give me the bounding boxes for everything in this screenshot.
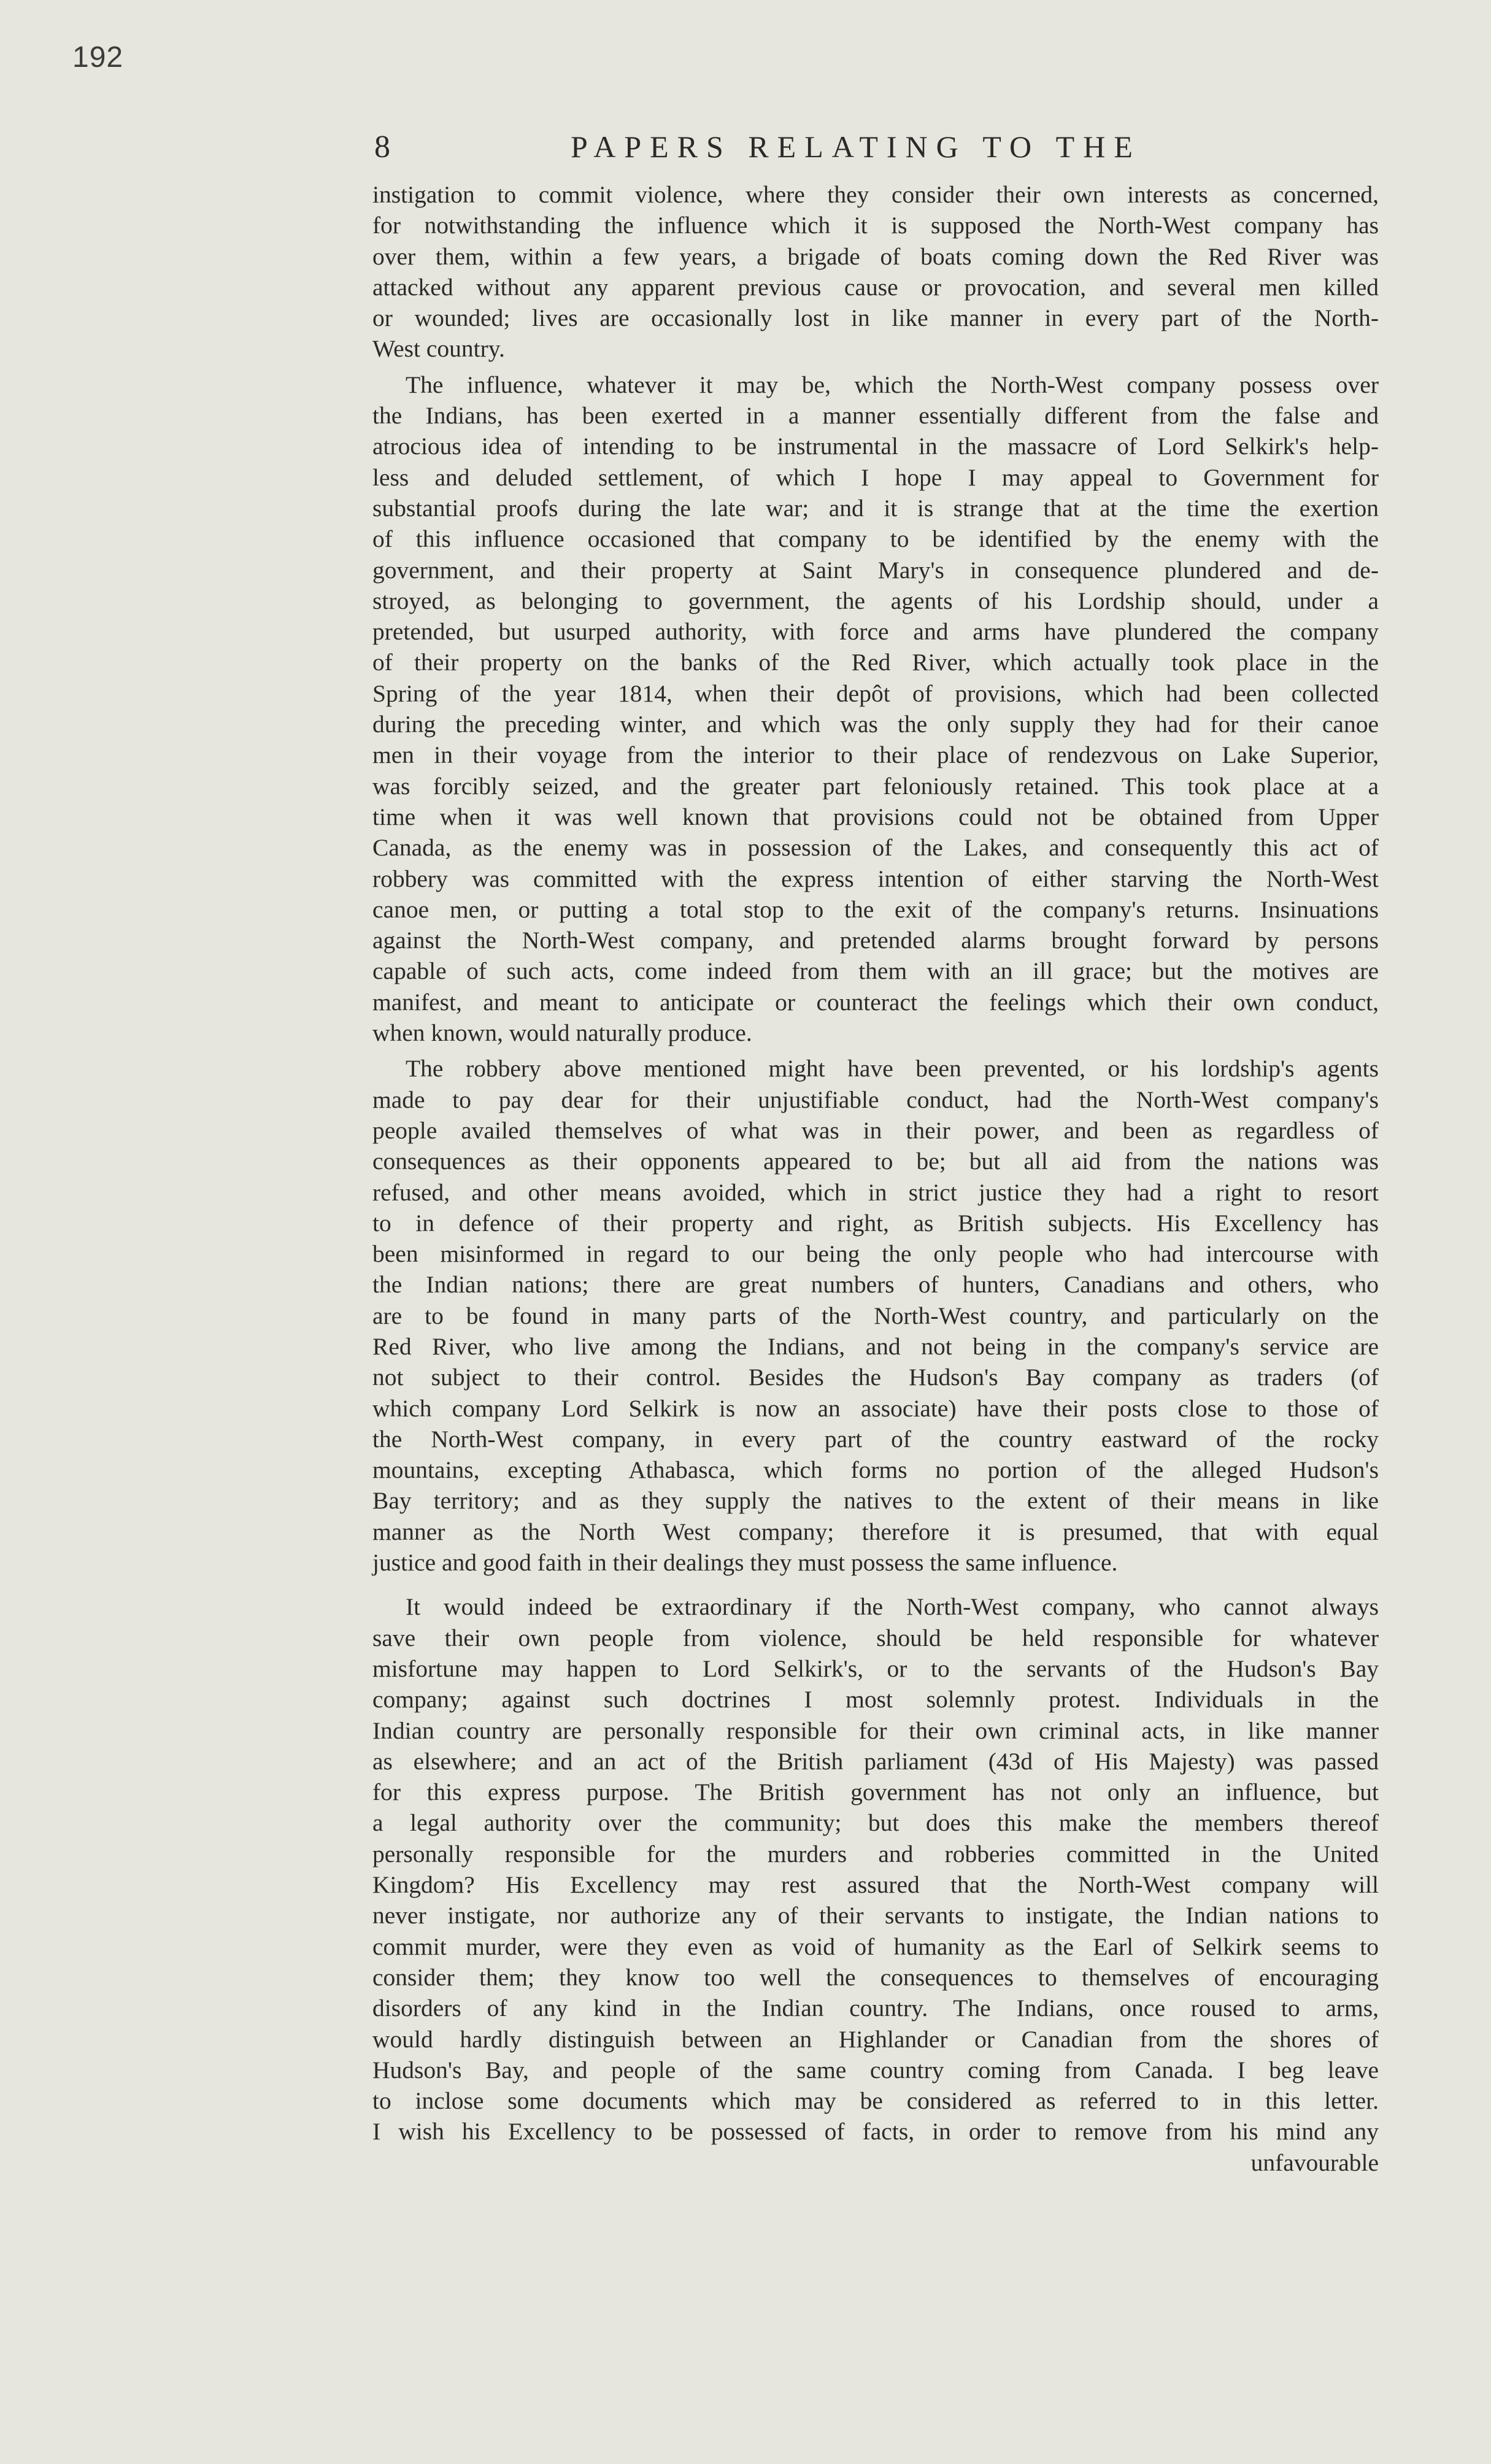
text-line: attacked without any apparent previous cause or provocation, and several men killed [372,273,1379,301]
text-line: mountains, excepting Athabasca, which forms no portion of the alleged Hudson's [372,1456,1379,1484]
text-line: substantial proofs during the late war; and it is strange that at the time the exertion [372,494,1379,522]
text-line: personally responsible for the murders and robberies committed in the United [372,1840,1379,1867]
text-line: time when it was well known that provisions could not be obtained from Upper [372,803,1379,830]
text-line: was forcibly seized, and the greater part feloniously retained. This took place at a [372,772,1379,800]
text-line: less and deluded settlement, of which I hope I may appeal to Government for [372,463,1379,491]
text-line: as elsewhere; and an act of the British parliament (43d of His Majesty) was passed [372,1747,1379,1775]
text-line: company; against such doctrines I most solemnly protest. Individuals in the [372,1686,1379,1713]
paragraph-1 [372,179,1379,365]
text-line: the Indian nations; there are great numbers of hunters, Canadians and others, who [372,1271,1379,1299]
text-line: Red River, who live among the Indians, and not being in the company's service are [372,1332,1379,1360]
text-line: canoe men, or putting a total stop to the exit of the company's returns. Insinuations [372,895,1379,923]
text-line: instigation to commit violence, where they consider their own interests as concerned, [372,181,1379,208]
text-line: West country. [372,335,505,363]
text-line: during the preceding winter, and which was the only supply they had for their canoe [372,711,1379,738]
page-number: 192 [72,41,124,74]
text-line: which company Lord Selkirk is now an associate) have their posts close to those of [372,1394,1379,1422]
text-line: commit murder, were they even as void of humanity as the Earl of Selkirk seems to [372,1933,1379,1960]
text-line: I wish his Excellency to be possessed of facts, in order to remove from his mind any [372,2118,1379,2145]
text-line: of their property on the banks of the Red River, which actually took place in the [372,649,1379,676]
text-line: save their own people from violence, should be held responsible for whatever [372,1624,1379,1651]
text-line: the North-West company, in every part of the country eastward of the rocky [372,1425,1379,1453]
text-line: to in defence of their property and right, as British subjects. His Excellency has [372,1209,1379,1237]
text-line: Indian country are personally responsible for their own criminal acts, in like manner [372,1717,1379,1744]
text-line: manner as the North West company; therefore it is presumed, that with equal [372,1518,1379,1545]
text-line: The robbery above mentioned might have been prevented, or his lordship's agents [406,1055,1379,1083]
text-line: refused, and other means avoided, which in strict justice they had a right to resort [372,1178,1379,1206]
running-head [374,126,1381,169]
paragraph-2 [372,369,1379,1049]
text-line: never instigate, nor authorize any of their servants to instigate, the Indian nations to [372,1902,1379,1929]
text-line: Kingdom? His Excellency may rest assured that the North-West company will [372,1871,1379,1899]
text-line: Hudson's Bay, and people of the same country coming from Canada. I beg leave [372,2056,1379,2084]
text-line: people availed themselves of what was in their power, and been as regardless of [372,1116,1379,1144]
text-line: would hardly distinguish between an Highlander or Canadian from the shores of [372,2025,1379,2053]
text-line: a legal authority over the community; but does this make the members thereof [372,1809,1379,1837]
text-line: not subject to their control. Besides the Hudson's Bay company as traders (of [372,1364,1379,1391]
text-line: consider them; they know too well the consequences to themselves of encouraging [372,1963,1379,1991]
text-line: for notwithstanding the influence which it is supposed the North-West company has [372,212,1379,239]
running-head-title: PAPERS RELATING TO THE [571,129,1141,164]
text-line: manifest, and meant to anticipate or counteract the feelings which their own conduct, [372,988,1379,1016]
text-line: The influence, whatever it may be, which the North-West company possess over [406,371,1379,398]
text-line: disorders of any kind in the Indian country. The Indians, once roused to arms, [372,1995,1379,2022]
text-line: Canada, as the enemy was in possession of the Lakes, and consequently this act of [372,834,1379,862]
text-line: Bay territory; and as they supply the natives to the extent of their means in like [372,1487,1379,1515]
body-text [372,179,1379,2178]
text-line: been misinformed in regard to our being the only people who had intercourse with [372,1240,1379,1268]
folio-number: 8 [374,129,391,164]
text-line: when known, would naturally produce. [372,1019,752,1047]
paragraph-3 [372,1053,1379,1578]
text-line: consequences as their opponents appeared to be; but all aid from the nations was [372,1148,1379,1175]
text-line: are to be found in many parts of the North-West country, and particularly on the [372,1302,1379,1329]
text-line: the Indians, has been exerted in a manner essentially different from the false and [372,402,1379,430]
text-line: of this influence occasioned that company to be identified by the enemy with the [372,525,1379,553]
text-line: made to pay dear for their unjustifiable conduct, had the North-West company's [372,1086,1379,1113]
text-line: robbery was committed with the express intention of either starving the North-West [372,865,1379,892]
catchword: unfavourable [1250,2149,1379,2176]
text-line: Spring of the year 1814, when their depôt of provisions, which had been collected [372,679,1379,707]
text-line: or wounded; lives are occasionally lost in like manner in every part of the North- [372,304,1379,332]
text-line: for this express purpose. The British government has not only an influence, but [372,1778,1379,1806]
text-line: justice and good faith in their dealings they must possess the same influence. [372,1549,1118,1577]
text-line: It would indeed be extraordinary if the North-West company, who cannot always [406,1593,1379,1621]
paragraph-4 [372,1591,1379,2178]
text-line: men in their voyage from the interior to their place of rendezvous on Lake Superior, [372,741,1379,769]
text-line: stroyed, as belonging to government, the agents of his Lordship should, under a [372,587,1379,614]
text-line: atrocious idea of intending to be instrumental in the massacre of Lord Selkirk's help- [372,433,1379,460]
text-line: against the North-West company, and pretended alarms brought forward by persons [372,927,1379,954]
text-line: to inclose some documents which may be considered as referred to in this letter. [372,2087,1379,2115]
text-line: over them, within a few years, a brigade of boats coming down the Red River was [372,242,1379,270]
text-line: capable of such acts, come indeed from them with an ill grace; but the motives are [372,957,1379,985]
text-line: misfortune may happen to Lord Selkirk's, or to the servants of the Hudson's Bay [372,1655,1379,1682]
text-line: government, and their property at Saint Mary's in consequence plundered and de- [372,556,1379,584]
text-line: pretended, but usurped authority, with force and arms have plundered the company [372,618,1379,646]
